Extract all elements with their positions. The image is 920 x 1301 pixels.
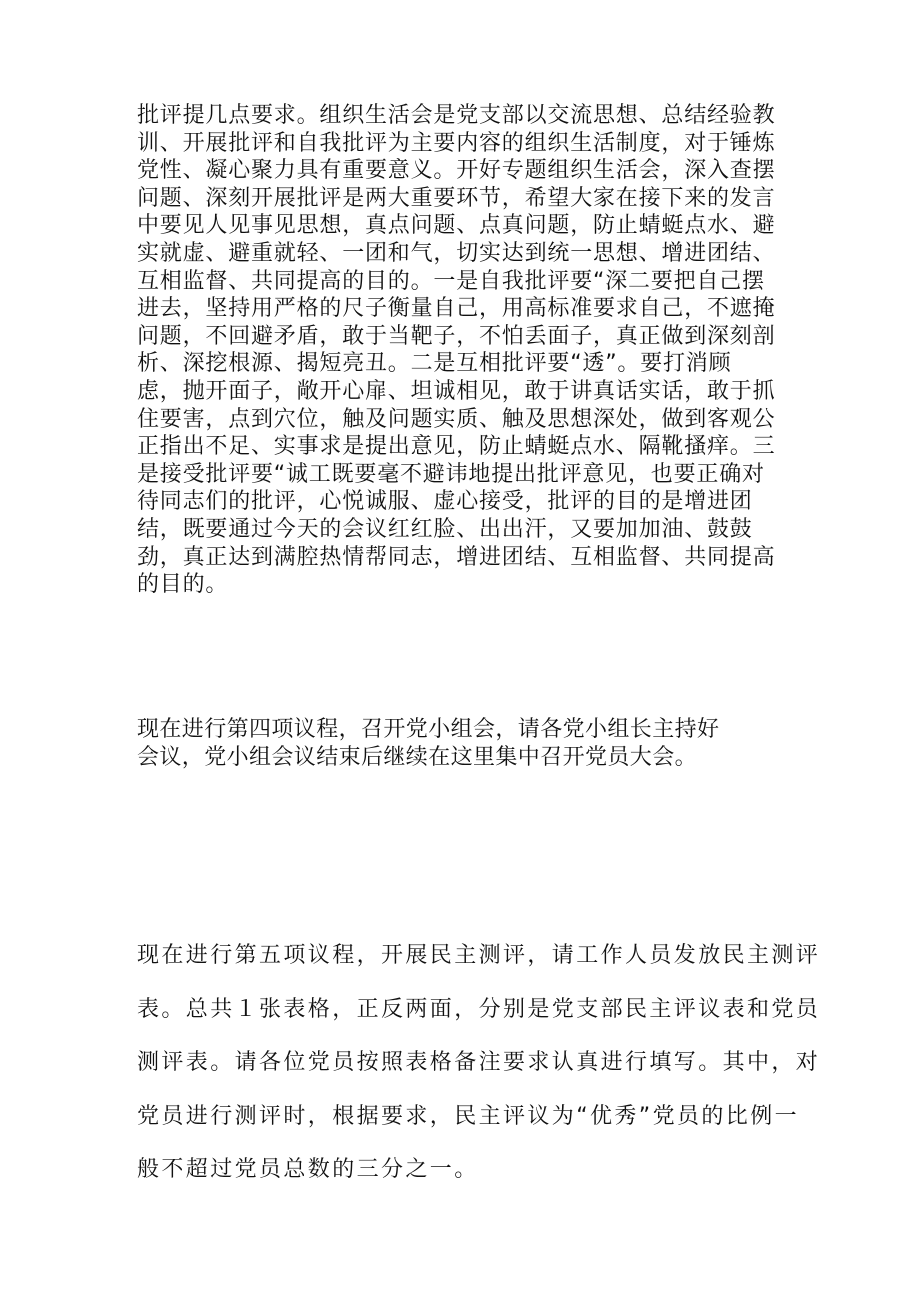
paragraph-criticism-requirements xyxy=(137,102,775,599)
text-line: 现在进行第五项议程，开展民主测评，请工作人员发放民主测评 xyxy=(137,943,821,968)
text-line: 党性、凝心聚力具有重要意义。开好专题组织生活会，深入查摆 xyxy=(137,158,776,184)
text-line: 问题、深刻开展批评是两大重要环节，希望大家在接下来的发言 xyxy=(137,185,776,211)
text-line: 实就虚、避重就轻、一团和气，切实达到统一思想、增进团结、 xyxy=(137,240,776,266)
text-line: 互相监督、共同提高的目的。一是自我批评要“深二要把自己摆 xyxy=(137,268,765,294)
text-line: 训、开展批评和自我批评为主要内容的组织生活制度，对于锤炼 xyxy=(137,130,776,156)
text-line: 批评提几点要求。组织生活会是党支部以交流思想、总结经验教 xyxy=(137,103,776,128)
text-line: 住要害，点到穴位，触及问题实质、触及思想深处，做到客观公 xyxy=(137,406,776,432)
paragraph-agenda-item-five xyxy=(137,929,820,1197)
text-line: 表。总共１张表格，正反两面，分别是党支部民主评议表和党员 xyxy=(137,996,821,1022)
paragraph-agenda-item-four xyxy=(137,716,719,772)
text-line: 是接受批评要“诚工既要毫不避讳地提出批评意见，也要正确对 xyxy=(137,461,765,487)
text-line: 析、深挖根源、揭短亮丑。二是互相批评要“透”。要打消顾 xyxy=(137,351,732,377)
text-line: 会议，党小组会议结束后继续在这里集中召开党员大会。 xyxy=(137,745,698,770)
text-line: 正指出不足、实事求是提出意见，防止蜻蜓点水、隔靴搔痒。三 xyxy=(137,434,776,460)
text-line: 测评表。请各位党员按照表格备注要求认真进行填写。其中，对 xyxy=(137,1050,821,1075)
text-line: 进去，坚持用严格的尺子衡量自己，用高标准要求自己，不遮掩 xyxy=(137,296,776,322)
text-line: 问题，不回避矛盾，敢于当靶子，不怕丢面子，真正做到深刻剖 xyxy=(137,323,776,349)
text-line: 虑，抛开面子，敞开心扉、坦诚相见，敢于讲真话实话，敢于抓 xyxy=(137,378,776,404)
text-line: 现在进行第四项议程，召开党小组会，请各党小组长主持好 xyxy=(137,717,720,742)
text-line: 中要见人见事见思想，真点问题、点真问题，防止蜻蜓点水、避 xyxy=(137,213,776,239)
text-line: 结，既要通过今天的会议红红脸、出出汗，又要加加油、鼓鼓 xyxy=(137,516,753,542)
text-line: 待同志们的批评，心悦诚服、虚心接受，批评的目的是增进团 xyxy=(137,489,753,515)
text-line: 般不超过党员总数的三分之一。 xyxy=(137,1157,479,1182)
text-line: 的目的。 xyxy=(137,572,229,598)
text-line: 劲，真正达到满腔热情帮同志，增进团结、互相监督、共同提高 xyxy=(137,544,776,570)
text-line: 党员进行测评时，根据要求，民主评议为“优秀”党员的比例一 xyxy=(137,1103,799,1129)
